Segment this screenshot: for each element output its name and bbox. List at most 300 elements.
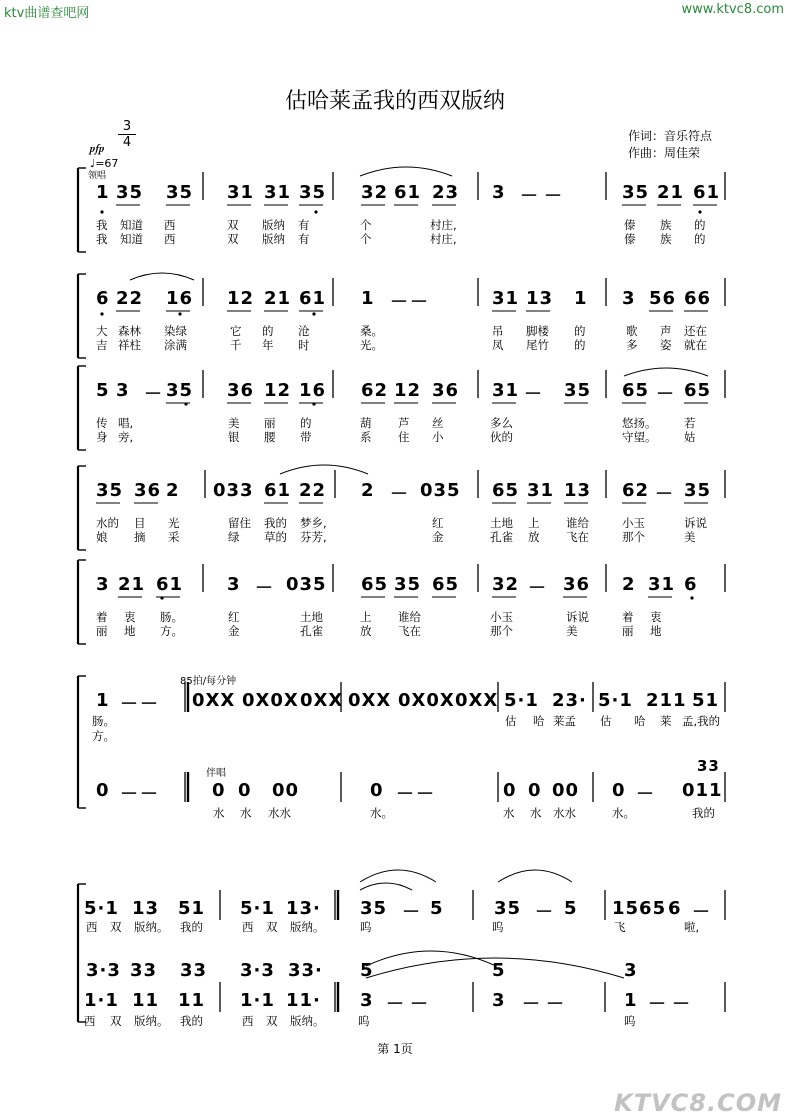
note: 21 (118, 574, 146, 595)
octave-dot (690, 596, 693, 599)
note: 35 (96, 480, 124, 501)
note: 22 (299, 480, 327, 501)
note: 12 (227, 288, 255, 309)
slur-arc (366, 958, 624, 978)
sec2-bottom-lyric: 我的 (692, 806, 715, 820)
sec2-bottom-note: 00 (552, 780, 580, 801)
note: 035 (420, 480, 461, 501)
lyric-line2: 美 (684, 530, 696, 544)
note: 2 (361, 480, 375, 501)
lyric-line1: 诉说 (566, 610, 589, 624)
note: 31 (648, 574, 676, 595)
lyric-line2: 千 (230, 338, 242, 352)
sec3-upper-note: 33 (130, 960, 158, 981)
lyric-line1: 谁给 (398, 610, 421, 624)
slur-arc (360, 870, 436, 882)
note: 31 (527, 480, 555, 501)
sec2-top-note: 0XX (300, 690, 344, 711)
sec3-bottom-lyric: 双 (110, 1014, 122, 1028)
lyric-line2: 西 (164, 232, 176, 246)
octave-dot (100, 210, 103, 213)
lyric-line1: 若 (684, 416, 696, 430)
time-bottom: 4 (122, 135, 132, 150)
note: 35 (116, 182, 144, 203)
lyric-line1: 沧 (298, 324, 310, 338)
sec3-top-lyric: 版纳。 (134, 920, 169, 934)
lyric-line2: 芬芳, (300, 530, 327, 544)
note: 22 (116, 288, 144, 309)
note: 31 (264, 182, 292, 203)
lyric-line2: 姑 (684, 430, 696, 444)
lyric-line2: 知道 (120, 232, 143, 246)
sec3-lower-note: － (546, 994, 565, 1015)
lyric-line1: 诉说 (684, 516, 707, 530)
note: 31 (227, 182, 255, 203)
lyric-line2: 飞在 (566, 530, 589, 544)
sec3-top-lyric: 我的 (180, 920, 203, 934)
lyric-line2: 绿 (228, 530, 240, 544)
sec3-top-note: － (692, 902, 711, 923)
note: 12 (394, 380, 422, 401)
note: 36 (432, 380, 460, 401)
sec3-top-lyric: 西 (86, 920, 98, 934)
note: － (255, 578, 274, 599)
note: － (390, 484, 409, 505)
sec3-top-lyric: 双 (110, 920, 122, 934)
lyric-line1: 梦乡, (300, 516, 327, 530)
note: － (410, 292, 429, 313)
lyric-line1: 村庄, (430, 218, 457, 232)
lyric-line2: 有 (298, 232, 310, 246)
note: 65 (684, 380, 712, 401)
lyric-line2: 采 (168, 530, 180, 544)
lyric-line2: 地 (124, 624, 136, 638)
note: 35 (622, 182, 650, 203)
sec2-lyric-left1: 肠。 (92, 714, 115, 728)
sec3-upper-note: 3·3 (240, 960, 275, 981)
sec2-bottom-lyric: 水 (530, 806, 542, 820)
sec3-top-note: 5·1 (84, 898, 119, 919)
sec2-top-note: － (140, 694, 159, 715)
site-url-right: www.ktvc8.com (681, 2, 784, 17)
lyric-line1: 的 (694, 218, 706, 232)
lyric-line2: 腰 (264, 430, 276, 444)
lyric-line2: 金 (432, 530, 444, 544)
sec2-bottom-lyric: 水。 (612, 806, 635, 820)
sec3-top-note: － (402, 902, 421, 923)
note: － (144, 384, 163, 405)
sec2-bottom-lyric: 水 (213, 806, 225, 820)
sec2-top-note: 211 (646, 690, 687, 711)
sec2-bottom-note: － (636, 784, 655, 805)
lyric-line2: 孔雀 (300, 624, 323, 638)
sec3-top-note: 1565 (612, 898, 667, 919)
sec3-bottom-lyric: 版纳。 (290, 1014, 325, 1028)
lyric-line2: 方。 (160, 624, 183, 638)
lyric-line1: 衷 (124, 610, 136, 624)
note: 16 (299, 380, 327, 401)
sec2-bottom-note: 0 (238, 780, 252, 801)
sec2-bottom-note: － (120, 784, 139, 805)
time-top: 3 (122, 119, 132, 134)
lyric-line1: 水的 (96, 516, 119, 530)
lyric-line1: 红 (228, 610, 240, 624)
note: 56 (649, 288, 677, 309)
sec2-top-note: 23· (552, 690, 587, 711)
watermark-logo: KTVC8.COM (614, 1089, 782, 1117)
sec3-bottom-lyric: 版纳。 (134, 1014, 169, 1028)
lyric-line1: 的 (300, 416, 312, 430)
tempo-speed: ♩=67 (90, 157, 119, 170)
sec3-lower-note: 11· (286, 990, 321, 1011)
sec3-top-note: 13· (286, 898, 321, 919)
lyric-line1: 的 (574, 324, 586, 338)
lyric-line1: 红 (432, 516, 444, 530)
sec3-upper-note: 5 (492, 960, 506, 981)
lyric-line1: 丽 (264, 416, 276, 430)
sec3-lower-note: － (410, 994, 429, 1015)
sec2-top-lyric: 孟,我的 (682, 714, 721, 728)
note: 35 (684, 480, 712, 501)
lyric-line1: 桑。 (360, 324, 383, 338)
lyric-line2: 住 (398, 430, 410, 444)
lyric-line1: 芦 (398, 416, 410, 430)
sec2-top-note: 5·1 (598, 690, 633, 711)
note: 3 (622, 288, 636, 309)
sec3-lower-note: － (672, 994, 691, 1015)
sec3-lower-note: － (522, 994, 541, 1015)
note: 35 (166, 380, 194, 401)
sec3-top-note: － (535, 902, 554, 923)
note: 66 (684, 288, 712, 309)
lyric-line1: 小玉 (622, 516, 645, 530)
sec2-bottom-note: 0 (503, 780, 517, 801)
lyric-line2: 那个 (490, 624, 513, 638)
sec2-top-lyric: 估 (505, 714, 517, 728)
lyric-line1: 美 (228, 416, 240, 430)
sec2-bottom-note: 00 (272, 780, 300, 801)
lyric-line2: 放 (528, 530, 540, 544)
lyric-line2: 放 (360, 624, 372, 638)
sec3-top-note: 5 (564, 898, 578, 919)
lyric-line2: 的 (574, 338, 586, 352)
lyric-line2: 村庄, (430, 232, 457, 246)
sec3-lower-note: － (386, 994, 405, 1015)
sec3-top-lyric: 啦, (684, 920, 700, 934)
note: 61 (693, 182, 721, 203)
lyric-line2: 族 (660, 232, 672, 246)
sec3-bottom-lyric: 双 (266, 1014, 278, 1028)
lyric-line1: 有 (298, 218, 310, 232)
sec3-top-note: 35 (494, 898, 522, 919)
lyric-line1: 版纳 (262, 218, 285, 232)
lyric-line2: 金 (228, 624, 240, 638)
sec3-top-lyric: 呜 (360, 920, 372, 934)
note: 3 (96, 574, 110, 595)
octave-dot (184, 402, 187, 405)
song-title: 估哈莱孟我的西双版纳 (284, 89, 505, 114)
lyric-line1: 小玉 (490, 610, 513, 624)
sec3-top-lyric: 西 (242, 920, 254, 934)
lyric-line1: 西 (164, 218, 176, 232)
lyricist: 作词：音乐符点 (628, 129, 713, 143)
sec3-lower-note: 11 (178, 990, 206, 1011)
slur-arc (130, 273, 194, 280)
sec2-top-note: 0X0X (398, 690, 455, 711)
note: 13 (526, 288, 554, 309)
sec2-top-note: 0XX (192, 690, 236, 711)
dynamic-mark: 𝆏𝆑𝆏 (90, 142, 105, 155)
lyric-line1: 歌 (626, 324, 638, 338)
sec2-bottom-note: 0 (528, 780, 542, 801)
sec2-bottom-note: － (416, 784, 435, 805)
lyric-line2: 丽 (622, 624, 634, 638)
note: 32 (361, 182, 389, 203)
site-name-left: ktv曲谱查吧网 (4, 6, 90, 21)
slur-arc (624, 368, 708, 376)
note: 21 (657, 182, 685, 203)
note: 31 (492, 380, 520, 401)
sec3-bottom-lyric: 西 (242, 1014, 254, 1028)
note: 035 (286, 574, 327, 595)
note: － (524, 384, 543, 405)
sec3-top-lyric: 呜 (492, 920, 504, 934)
lyric-line1: 我的 (264, 516, 287, 530)
sec3-bottom-lyric: 呜 (624, 1014, 636, 1028)
lyric-line1: 谁给 (566, 516, 589, 530)
lyric-line2: 飞在 (398, 624, 421, 638)
note: 31 (492, 288, 520, 309)
sec3-top-note: 13 (132, 898, 160, 919)
lyric-line1: 目 (134, 516, 146, 530)
note: 35 (299, 182, 327, 203)
sec3-bottom-lyric: 西 (84, 1014, 96, 1028)
note: 62 (361, 380, 389, 401)
note: 1 (96, 182, 110, 203)
note: 1 (361, 288, 375, 309)
note: 033 (213, 480, 254, 501)
lyric-line1: 脚楼 (526, 324, 549, 338)
sec3-top-note: 51 (178, 898, 206, 919)
sec3-top-note: 5 (430, 898, 444, 919)
note: 5 (96, 380, 110, 401)
lyric-line1: 葫 (360, 416, 372, 430)
slur-arc (280, 465, 368, 474)
note: － (655, 484, 674, 505)
lyric-line2: 孔雀 (490, 530, 513, 544)
sec2-bottom-note: 0 (212, 780, 226, 801)
sec2-bottom-lyric: 水 (503, 806, 515, 820)
sec2-bottom-note: 0 (370, 780, 384, 801)
lyric-line2: 就在 (684, 338, 707, 352)
lyric-line1: 上 (528, 516, 540, 530)
sec2-bottom-lyric: 水水 (553, 806, 576, 820)
sec2-top-lyric: 哈 (533, 714, 545, 728)
sec2-top-note: 0XX (455, 690, 499, 711)
accomp-label: 伴唱 (206, 768, 226, 779)
lyric-line2: 地 (650, 624, 662, 638)
sec3-top-lyric: 飞 (614, 920, 626, 934)
sec3-upper-note: 33· (288, 960, 323, 981)
lyric-line2: 祥柱 (118, 338, 141, 352)
sec2-bottom-lyric: 水。 (370, 806, 393, 820)
lyric-line1: 知道 (120, 218, 143, 232)
lyric-line2: 娘 (96, 530, 108, 544)
lyric-line2: 凤 (492, 338, 504, 352)
note: 61 (264, 480, 292, 501)
lyric-line1: 唱, (118, 416, 134, 430)
sec3-top-lyric: 版纳。 (290, 920, 325, 934)
sec3-lower-note: 11 (132, 990, 160, 1011)
sec3-lower-note: 1·1 (84, 990, 119, 1011)
sec3-upper-note: 33 (180, 960, 208, 981)
sec3-upper-note: 5 (360, 960, 374, 981)
sec2-top-note: 1 (96, 690, 110, 711)
sec2-bottom-note: 011 (682, 780, 723, 801)
sec3-lower-note: 1·1 (240, 990, 275, 1011)
lyric-line1: 森林 (118, 324, 141, 338)
note: － (528, 578, 547, 599)
lyric-line1: 传 (96, 416, 108, 430)
note: 12 (264, 380, 292, 401)
sec3-lower-note: 3 (360, 990, 374, 1011)
lead-label: 领唱 (88, 171, 107, 181)
lyric-line2: 多 (626, 338, 638, 352)
lyric-line1: 的 (262, 324, 274, 338)
lyric-line2: 吉 (96, 338, 108, 352)
slur-arc (360, 167, 452, 176)
sec3-bottom-lyric: 呜 (358, 1014, 370, 1028)
note: 36 (134, 480, 162, 501)
sec3-upper-note: 3 (624, 960, 638, 981)
sec3-top-note: 6 (668, 898, 682, 919)
page-number: 第 1页 (377, 1042, 413, 1056)
lyric-line2: 旁, (118, 430, 134, 444)
note: 21 (264, 288, 292, 309)
note: － (520, 186, 539, 207)
sec2-lyric-left2: 方。 (92, 729, 115, 743)
lyric-line2: 小 (432, 430, 444, 444)
octave-dot (312, 402, 315, 405)
lyric-line2: 系 (360, 430, 372, 444)
lyric-line2: 身 (96, 430, 108, 444)
lyric-line1: 着 (96, 610, 108, 624)
lyric-line1: 双 (227, 218, 239, 232)
lyric-line2: 姿 (660, 338, 672, 352)
lyric-line2: 傣 (624, 232, 636, 246)
octave-dot (312, 312, 315, 315)
sec3-top-note: 5·1 (240, 898, 275, 919)
lyric-line1: 丝 (432, 416, 444, 430)
note: 13 (564, 480, 592, 501)
lyric-line2: 双 (227, 232, 239, 246)
lyric-line2: 伙的 (490, 430, 513, 444)
sec3-lower-note: － (648, 994, 667, 1015)
lyric-line2: 年 (262, 338, 274, 352)
sec2-top-lyric: 哈 (634, 714, 646, 728)
sec2-top-note: － (120, 694, 139, 715)
note: 1 (574, 288, 588, 309)
lyric-line1: 衷 (650, 610, 662, 624)
note: 65 (432, 574, 460, 595)
note: 65 (492, 480, 520, 501)
lyric-line2: 涂满 (164, 338, 187, 352)
note: 36 (563, 574, 591, 595)
lyric-line2: 版纳 (262, 232, 285, 246)
lyric-line2: 草的 (264, 530, 287, 544)
sec2-bottom-lyric: 水 (240, 806, 252, 820)
octave-dot (698, 210, 701, 213)
lyric-line1: 傣 (624, 218, 636, 232)
note: 2 (166, 480, 180, 501)
note: 2 (622, 574, 636, 595)
note: 36 (227, 380, 255, 401)
lyric-line2: 摘 (134, 530, 146, 544)
sec2-top-digits: 33 (697, 757, 720, 775)
sec3-top-note: 35 (360, 898, 388, 919)
sec2-top-note: 0XX (348, 690, 392, 711)
note: 65 (622, 380, 650, 401)
lyric-line1: 大 (96, 324, 108, 338)
note: 6 (96, 288, 110, 309)
sec2-top-note: 5·1 (504, 690, 539, 711)
sec2-top-lyric: 莱 (660, 714, 672, 728)
sec3-bottom-lyric: 我的 (180, 1014, 203, 1028)
lyric-line2: 银 (228, 430, 240, 444)
lyric-line2: 丽 (96, 624, 108, 638)
sec3-upper-note: 3·3 (86, 960, 121, 981)
octave-dot (314, 210, 317, 213)
sec2-bottom-note: － (396, 784, 415, 805)
lyric-line2: 那个 (622, 530, 645, 544)
sec2-bottom-lyric: 水水 (268, 806, 291, 820)
lyric-line1: 多么 (490, 416, 513, 430)
sec3-top-lyric: 双 (266, 920, 278, 934)
slur-arc (360, 883, 412, 890)
note: 6 (684, 574, 698, 595)
lyric-line1: 土地 (300, 610, 323, 624)
note: 62 (622, 480, 650, 501)
note: 3 (492, 182, 506, 203)
slur-arc (498, 870, 572, 882)
sec2-bottom-note: － (140, 784, 159, 805)
lyric-line2: 美 (566, 624, 578, 638)
sec2-top-note: 51 (692, 690, 720, 711)
lyric-line2: 光。 (360, 338, 383, 352)
lyric-line2: 时 (298, 338, 310, 352)
sec3-lower-note: 3 (492, 990, 506, 1011)
lyric-line1: 光 (168, 516, 180, 530)
note: 3 (116, 380, 130, 401)
sec2-bottom-note: 0 (96, 780, 110, 801)
note: 35 (166, 182, 194, 203)
note: － (656, 384, 675, 405)
lyric-line2: 个 (360, 232, 372, 246)
note: 61 (156, 574, 184, 595)
note: 23 (432, 182, 460, 203)
lyric-line1: 吊 (492, 324, 504, 338)
lyric-line1: 声 (660, 324, 672, 338)
lyric-line2: 守望。 (622, 430, 657, 444)
note: 32 (492, 574, 520, 595)
lyric-line1: 它 (230, 324, 242, 338)
lyric-line2: 我 (96, 232, 108, 246)
sec2-top-lyric: 估 (600, 714, 612, 728)
lyric-line1: 上 (360, 610, 372, 624)
note: 35 (394, 574, 422, 595)
lyric-line1: 悠扬。 (622, 416, 657, 430)
note: － (544, 186, 563, 207)
